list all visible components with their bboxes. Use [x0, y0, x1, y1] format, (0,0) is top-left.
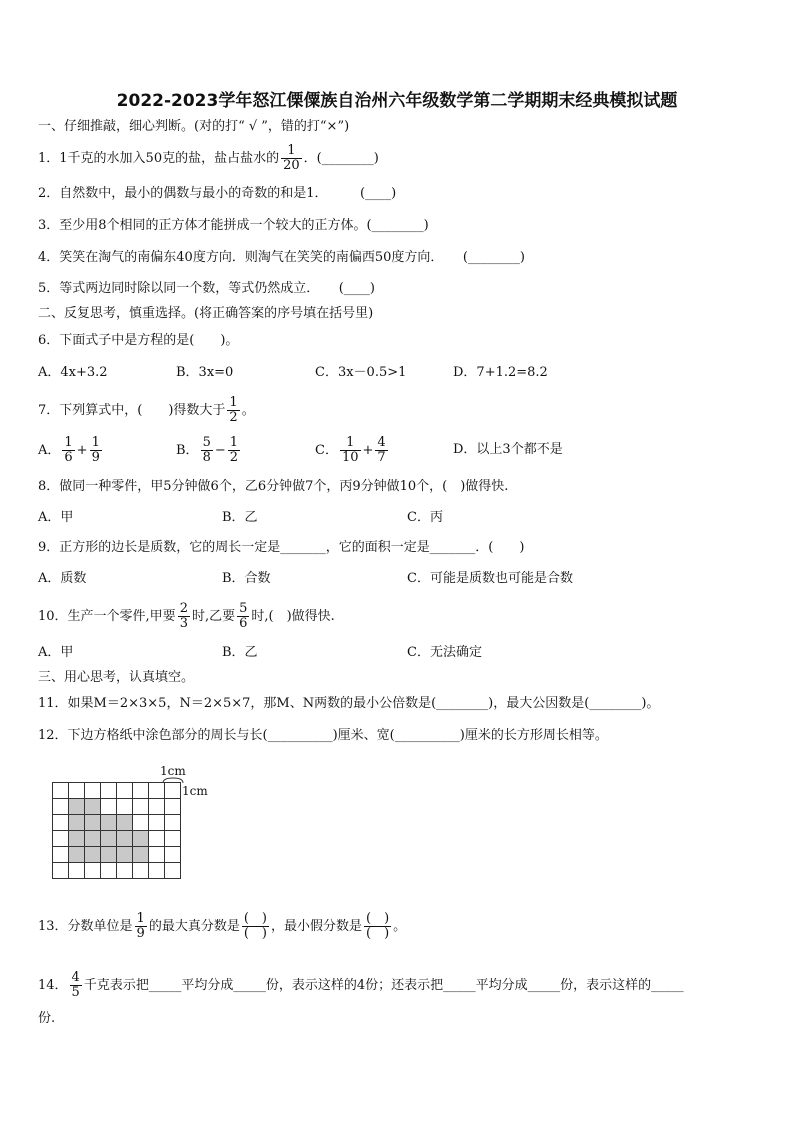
- q6-option-b[interactable]: B．3x=0: [176, 365, 234, 380]
- question-2: 2．自然数中，最小的偶数与最小的奇数的和是1． (____): [38, 186, 397, 201]
- question-3: 3．至少用8个相同的正方体才能拼成一个较大的正方体。(________): [38, 218, 429, 233]
- grid-cell-shaded: [101, 847, 117, 863]
- q10-frac2-den: 6: [239, 616, 248, 631]
- q10-text: 10．生产一个零件,甲要: [38, 609, 176, 624]
- q7-b-frac1-den: 8: [202, 450, 211, 465]
- grid-cell: [149, 815, 165, 831]
- q7-b-frac2-num: 1: [229, 435, 239, 450]
- q13-num: 1: [136, 911, 145, 926]
- grid-cell: [149, 783, 165, 799]
- grid-cell-shaded: [69, 831, 85, 847]
- q7-a-frac1: [62, 436, 74, 465]
- q10-option-a[interactable]: A．甲: [38, 645, 74, 660]
- q13-mid2: ，最小假分数是: [271, 919, 363, 934]
- question-7-stem: [38, 396, 255, 425]
- q7-end: 。: [241, 403, 255, 418]
- grid-cell: [69, 863, 85, 879]
- question-6-stem: 6．下面式子中是方程的是( )。: [38, 333, 239, 348]
- grid-cell: [165, 815, 181, 831]
- q7-c-operator: +: [362, 443, 374, 458]
- q10-fraction-1: [178, 602, 190, 631]
- grid-cell: [101, 799, 117, 815]
- question-1: [38, 144, 379, 173]
- grid-cell: [53, 831, 69, 847]
- q10-option-c[interactable]: C．无法确定: [407, 645, 482, 660]
- grid-top-unit-label: 1cm: [160, 764, 186, 778]
- grid-cell-shaded: [69, 799, 85, 815]
- q1-answer-blank[interactable]: ．(________): [303, 151, 379, 166]
- q7-a-frac2-den: 9: [91, 450, 100, 465]
- q10-frac2-num: 5: [239, 601, 248, 616]
- q7-b-frac2: [228, 436, 240, 465]
- q7-b-frac1-num: 5: [202, 435, 211, 450]
- q8-option-a[interactable]: A．甲: [38, 510, 74, 525]
- q7-numerator: 1: [229, 395, 238, 410]
- q10-fraction-2: [237, 602, 249, 631]
- q7-option-a[interactable]: [38, 436, 104, 465]
- q7-a-operator: +: [76, 443, 88, 458]
- q13-answer1-den[interactable]: ( ): [243, 926, 267, 941]
- grid-cell: [53, 847, 69, 863]
- q10-option-b[interactable]: B．乙: [222, 645, 258, 660]
- grid-cell: [165, 831, 181, 847]
- q14-fraction: [70, 971, 82, 1000]
- q7-c-frac1: [340, 436, 361, 465]
- q13-unit-fraction: [135, 912, 147, 941]
- grid-cell: [149, 799, 165, 815]
- grid-cell: [117, 783, 133, 799]
- grid-cell-shaded: [117, 831, 133, 847]
- q7-option-c[interactable]: [315, 436, 390, 465]
- q7-b-frac2-den: 2: [229, 450, 239, 465]
- question-14-line-2: 份.: [38, 1011, 56, 1026]
- q9-option-b[interactable]: B．合数: [222, 571, 271, 586]
- grid-cell-shaded: [117, 847, 133, 863]
- grid-cell-shaded: [133, 831, 149, 847]
- grid-cell-shaded: [85, 847, 101, 863]
- grid-cell: [165, 783, 181, 799]
- q7-c-frac2: [375, 436, 387, 465]
- q7-a-frac2-num: 1: [91, 435, 100, 450]
- grid-cell: [149, 831, 165, 847]
- q13-answer2-num[interactable]: ( ): [366, 911, 390, 926]
- section-1-heading: 一、仔细推敲，细心判断。(对的打“ √ ”，错的打“×”): [38, 119, 350, 134]
- question-8-stem: 8．做同一种零件，甲5分钟做6个，乙6分钟做7个，丙9分钟做10个，( )做得快.: [38, 479, 509, 494]
- q10-end: 时,( )做得快.: [251, 609, 335, 624]
- q7-c-frac2-den: 7: [377, 450, 386, 465]
- question-12: 12．下边方格纸中涂色部分的周长与长(__________)厘米、宽(__________)厘米的长方形周长相等。: [38, 728, 608, 743]
- q7-c-frac1-num: 1: [346, 435, 355, 450]
- q7-c-label: C．: [315, 443, 338, 458]
- section-3-heading: 三、用心思考，认真填空。: [38, 670, 195, 685]
- grid-cell: [149, 863, 165, 879]
- q7-text: 7．下列算式中，( )得数大于: [38, 403, 226, 418]
- q7-a-frac1-num: 1: [64, 435, 73, 450]
- q10-mid: 时,乙要: [191, 609, 236, 624]
- q6-option-c[interactable]: C．3x－0.5>1: [315, 365, 407, 380]
- q13-answer1-num[interactable]: ( ): [243, 911, 267, 926]
- q10-frac1-num: 2: [179, 601, 188, 616]
- q14-den: 5: [71, 985, 80, 1000]
- q7-a-frac2: [90, 436, 102, 465]
- q13-answer-fraction-2[interactable]: [364, 912, 391, 941]
- q13-answer-fraction-1[interactable]: [242, 912, 269, 941]
- grid-cell: [53, 815, 69, 831]
- question-9-stem: 9．正方形的边长是质数，它的周长一定是_______，它的面积一定是_______．( ): [38, 540, 525, 555]
- grid-table: [52, 782, 181, 879]
- grid-cell: [149, 847, 165, 863]
- question-13: [38, 912, 406, 941]
- grid-cell: [101, 783, 117, 799]
- grid-cell-shaded: [101, 831, 117, 847]
- question-10-stem: [38, 602, 335, 631]
- grid-cell: [85, 863, 101, 879]
- q14-num: 4: [71, 970, 80, 985]
- q7-option-b[interactable]: [176, 436, 242, 465]
- grid-cell: [133, 815, 149, 831]
- q7-a-frac1-den: 6: [64, 450, 73, 465]
- grid-cell-shaded: [117, 815, 133, 831]
- q7-c-frac1-den: 10: [341, 450, 359, 465]
- grid-side-unit-label: 1cm: [182, 784, 208, 798]
- q10-frac1-den: 3: [179, 616, 188, 631]
- q7-fraction: [227, 396, 239, 425]
- grid-cell: [53, 783, 69, 799]
- grid-cell-shaded: [133, 847, 149, 863]
- grid-cell-shaded: [85, 799, 101, 815]
- grid-cell: [165, 799, 181, 815]
- q7-denominator: 2: [229, 410, 238, 425]
- grid-cell: [53, 863, 69, 879]
- q9-option-a[interactable]: A．质数: [38, 571, 87, 586]
- q7-b-frac1: [201, 436, 213, 465]
- grid-figure: [52, 782, 181, 879]
- q9-option-c[interactable]: C．可能是质数也可能是合数: [407, 571, 573, 586]
- grid-cell-shaded: [101, 815, 117, 831]
- grid-cell: [69, 783, 85, 799]
- grid-cell: [165, 863, 181, 879]
- q13-den: 9: [136, 926, 145, 941]
- grid-cell: [117, 863, 133, 879]
- question-4: 4．笑笑在淘气的南偏东40度方向．则淘气在笑笑的南偏西50度方向． (________): [38, 250, 525, 265]
- q1-numerator: 1: [287, 143, 296, 158]
- question-11: 11．如果M＝2×3×5，N＝2×5×7，那M、N两数的最小公倍数是(________)，最大公因数是(________)。: [38, 696, 660, 711]
- grid-cell: [165, 847, 181, 863]
- grid-cell: [133, 783, 149, 799]
- grid-cell: [133, 799, 149, 815]
- q7-option-d[interactable]: D．以上3个都不是: [453, 442, 563, 457]
- grid-cell: [101, 863, 117, 879]
- q7-b-operator: −: [214, 443, 226, 458]
- q1-fraction: [281, 144, 302, 173]
- q14-text: 千克表示把_____平均分成_____份，表示这样的4份；还表示把_____平均分成_____份，表示这样的_____: [83, 978, 684, 993]
- q7-b-label: B．: [176, 443, 199, 458]
- grid-cell: [117, 799, 133, 815]
- q14-number: 14．: [38, 978, 68, 993]
- q13-answer2-den[interactable]: ( ): [366, 926, 390, 941]
- q7-c-frac2-num: 4: [377, 435, 386, 450]
- q8-option-c[interactable]: C．丙: [407, 510, 443, 525]
- q6-option-a[interactable]: A．4x+3.2: [38, 365, 108, 380]
- grid-cell-shaded: [85, 831, 101, 847]
- q7-a-label: A．: [38, 443, 61, 458]
- question-14-line-1: [38, 971, 684, 1000]
- page-title: 2022-2023学年怒江傈僳族自治州六年级数学第二学期期末经典模拟试题: [116, 91, 678, 111]
- q13-text: 13．分数单位是: [38, 919, 133, 934]
- q6-option-d[interactable]: D．7+1.2=8.2: [453, 365, 548, 380]
- q1-text: 1．1千克的水加入50克的盐，盐占盐水的: [38, 151, 280, 166]
- grid-cell: [85, 783, 101, 799]
- section-2-heading: 二、反复思考，慎重选择。(将正确答案的序号填在括号里): [38, 306, 374, 321]
- q8-option-b[interactable]: B．乙: [222, 510, 258, 525]
- grid-cell: [53, 799, 69, 815]
- q13-mid: 的最大真分数是: [148, 919, 240, 934]
- q1-denominator: 20: [283, 158, 300, 173]
- question-5: 5．等式两边同时除以同一个数，等式仍然成立． (____): [38, 281, 375, 296]
- grid-cell-shaded: [69, 847, 85, 863]
- grid-cell: [133, 863, 149, 879]
- grid-cell-shaded: [85, 815, 101, 831]
- q13-end: 。: [393, 919, 407, 934]
- grid-cell-shaded: [69, 815, 85, 831]
